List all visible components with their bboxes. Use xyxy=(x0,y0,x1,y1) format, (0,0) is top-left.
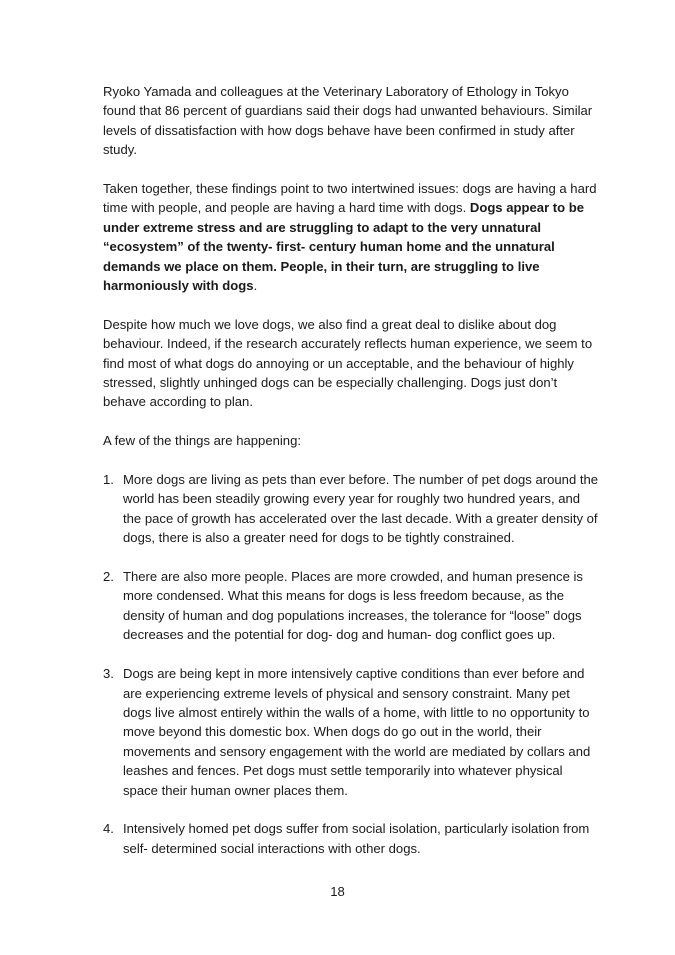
list-item-text: There are also more people. Places are more crowded, and human presence is more condensed. What this means for dogs is less freedom because, as the density of human and dog populations increases, the tolerance for “loose” dogs decreases and the potential for dog- dog and human- dog conflict goes up. xyxy=(123,569,583,643)
page-number: 18 xyxy=(330,884,345,899)
list-item-number: 3. xyxy=(103,666,114,682)
list-item-number: 4. xyxy=(103,821,114,837)
paragraph-intertwined-issues-end: . xyxy=(253,278,258,294)
list-item-number: 2. xyxy=(103,569,114,585)
list-item-text: Dogs are being kept in more intensively captive conditions than ever before and are experiencing extreme levels of physical and sensory constraint. Many pet dogs live almost entirely within the walls of a home, with little to no opportunity to move beyond this domestic box. When dogs do go out in the world, their movements and sensory engagement with the world are mediated by collars and leashes and fences. Pet dogs must settle temporarily into whatever physical space their human owner places them. xyxy=(123,666,591,798)
list-item xyxy=(103,664,599,800)
numbered-list xyxy=(103,470,599,858)
list-item xyxy=(103,470,599,548)
list-item xyxy=(103,567,599,645)
list-item-text: More dogs are living as pets than ever before. The number of pet dogs around the world has been steadily growing every year for roughly two hundred years, and the pace of growth has accelerated over the last decade. With a greater density of dogs, there is also a greater need for dogs to be tightly constrained. xyxy=(123,472,599,546)
list-item-number: 1. xyxy=(103,472,114,488)
paragraph-intertwined-issues-bold: Dogs appear to be under extreme stress and are struggling to adapt to the very unnatural “ecosystem” of the twenty- first- century human home and the unnatural demands we place on them. People, in their turn, are struggling to live harmoniously with dogs xyxy=(103,200,585,294)
paragraph-dislike-behaviour: Despite how much we love dogs, we also find a great deal to dislike about dog behaviour. Indeed, if the research accurately reflects human experience, we seem to find most of what dogs do annoying or un acceptable, and the behaviour of highly stressed, slightly unhinged dogs can be especially challenging. Dogs just don’t behave according to plan. xyxy=(103,316,593,410)
list-item xyxy=(103,819,599,858)
list-item-text: Intensively homed pet dogs suffer from social isolation, particularly isolation from self- determined social interactions with other dogs. xyxy=(123,821,590,856)
paragraph-intertwined-issues-start: Taken together, these findings point to two intertwined issues: dogs are having a hard time with people, and people are having a hard time with dogs. xyxy=(103,181,597,216)
paragraph-intertwined-issues xyxy=(103,179,599,295)
page-content xyxy=(103,82,599,878)
paragraph-yamada-study: Ryoko Yamada and colleagues at the Veterinary Laboratory of Ethology in Tokyo found that 86 percent of guardians said their dogs had unwanted behaviours. Similar levels of dissatisfaction with how dogs behave have been confirmed in study after study. xyxy=(103,84,593,158)
paragraph-things-happening: A few of the things are happening: xyxy=(103,433,302,449)
